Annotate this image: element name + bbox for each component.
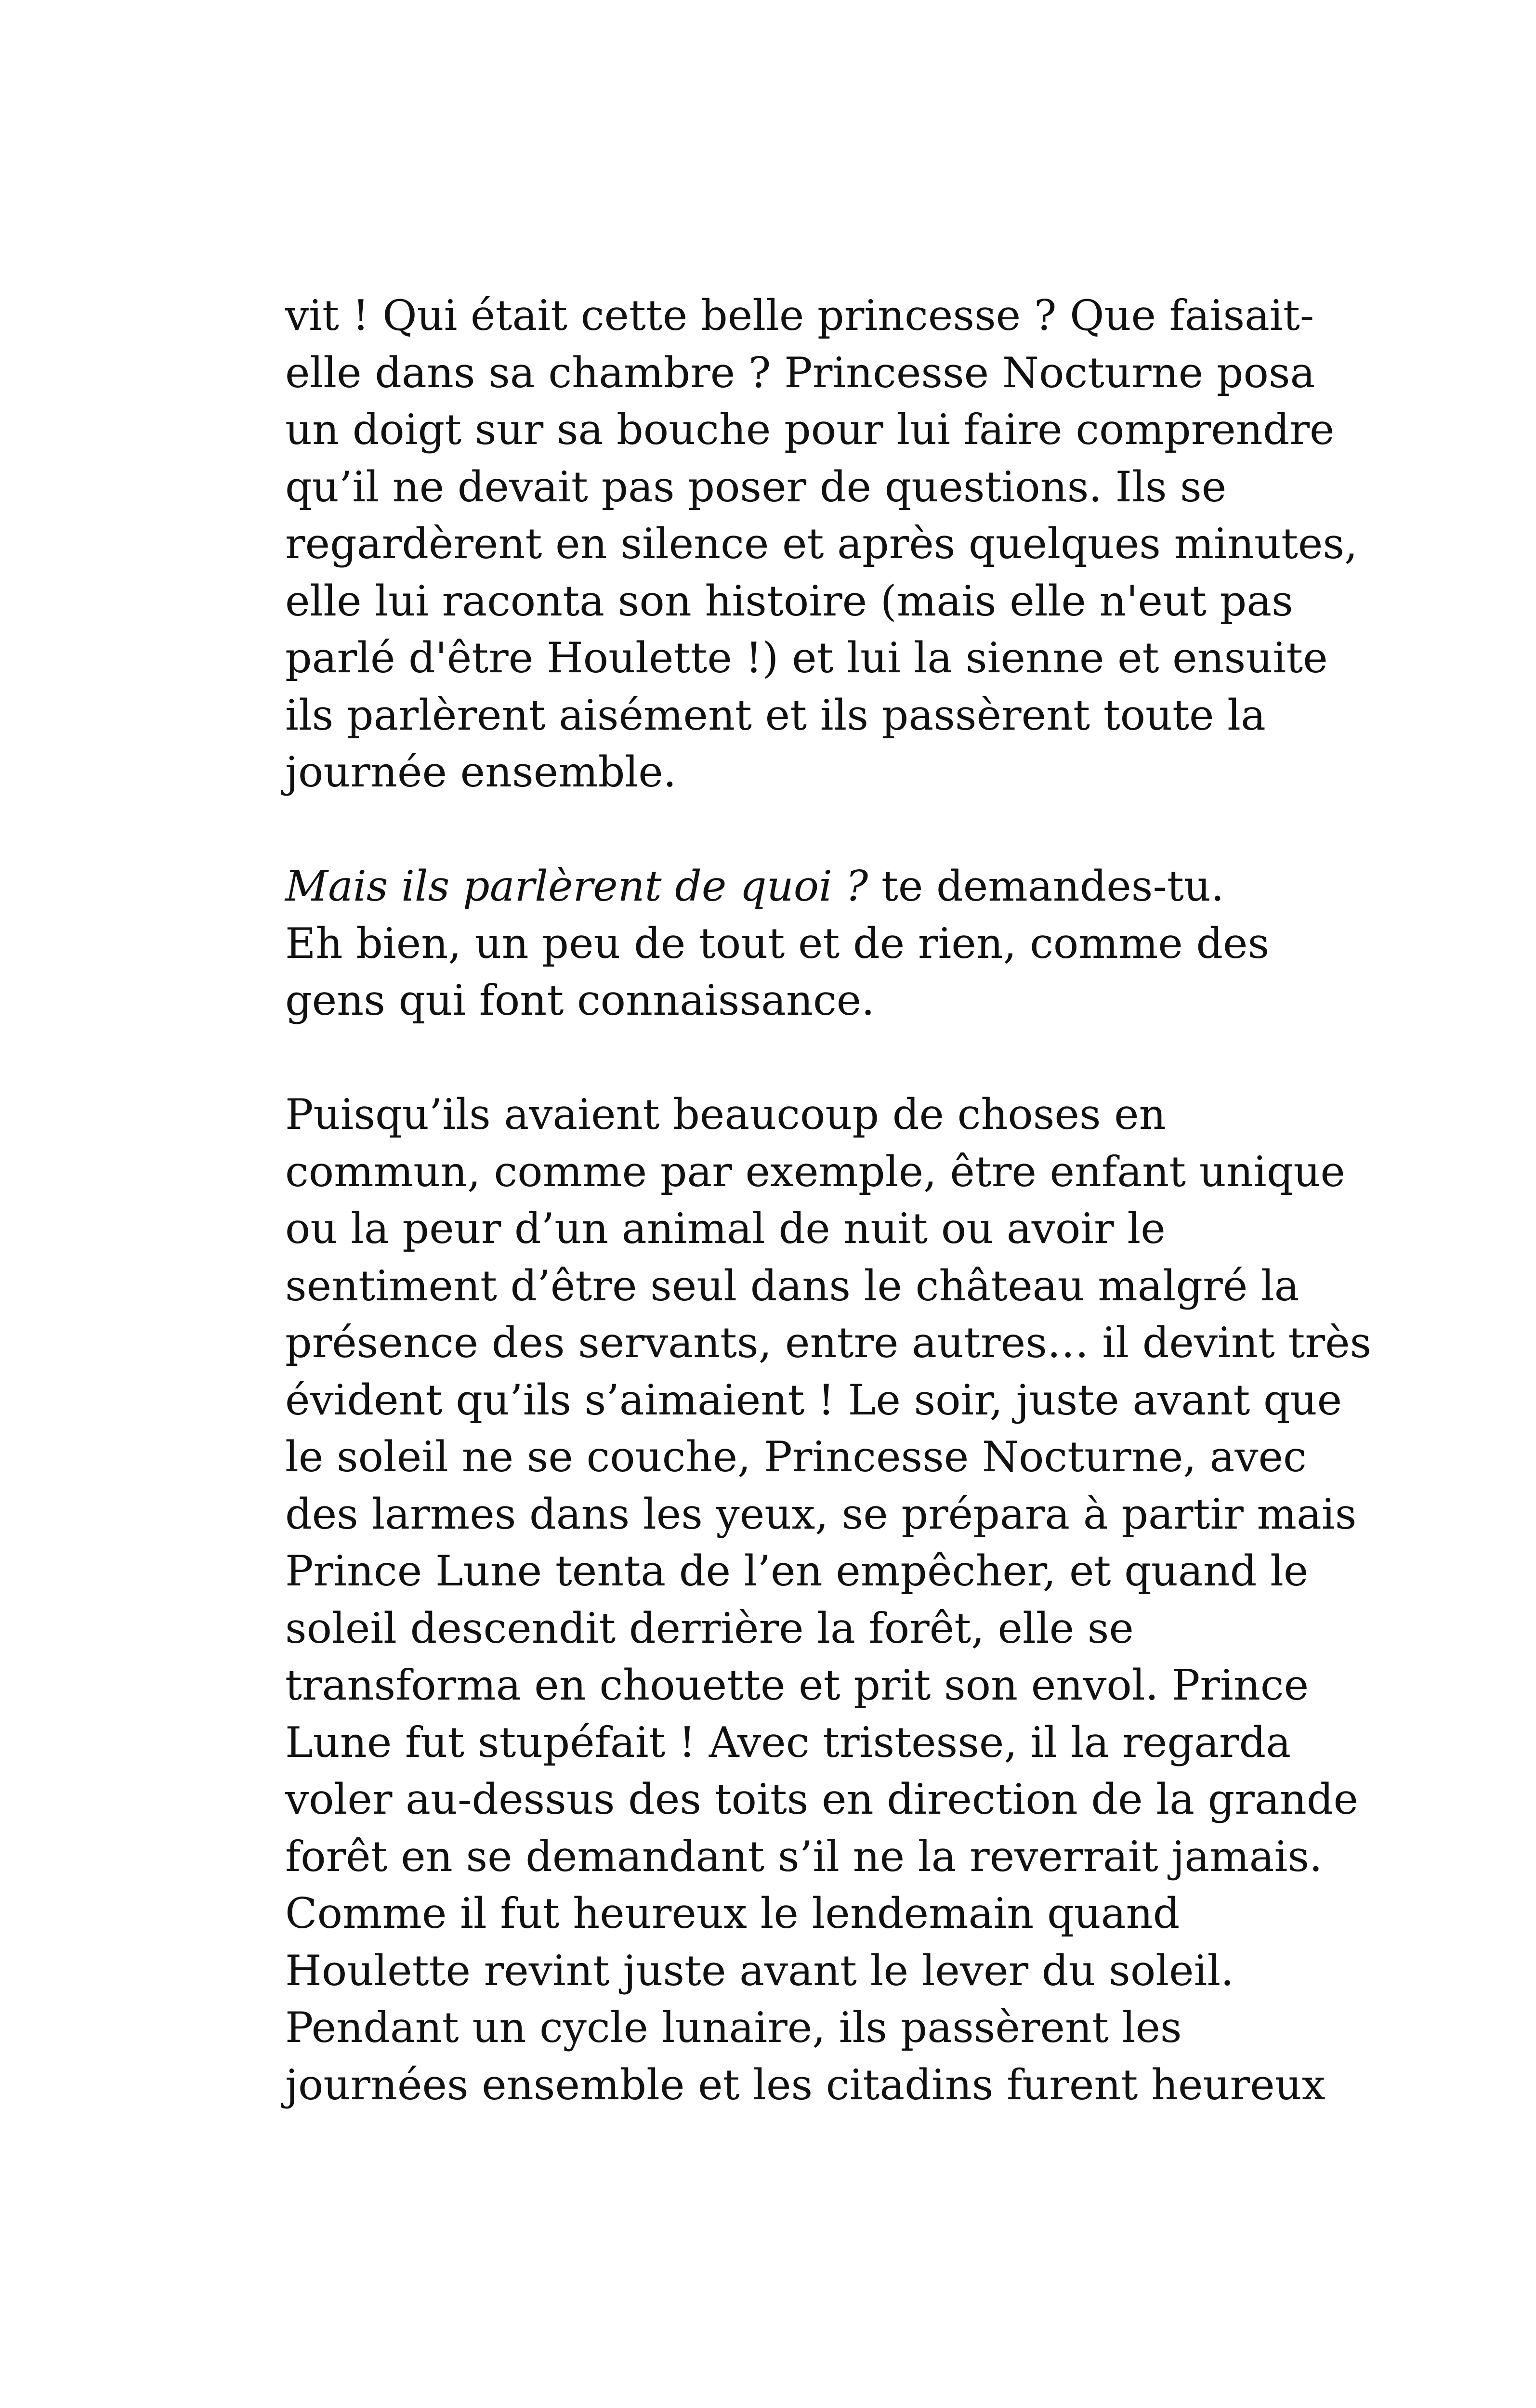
paragraph-1 [285,287,1374,801]
text-line: vit ! Qui était cette belle princesse ? Que faisait- [285,291,1314,340]
paragraph-2 [285,858,1374,1029]
text-line: elle dans sa chambre ? Princesse Nocturne posa [285,348,1315,397]
text-line: qu’il ne devait pas poser de questions. Ils se [285,462,1227,511]
text-line: transforma en chouette et prit son envol. Prince [285,1661,1309,1710]
text-line: des larmes dans les yeux, se prépara à partir mais [285,1489,1357,1539]
paragraph-spacer [285,801,1374,858]
text-line: Houlette revint juste avant le lever du soleil. [285,1946,1234,1995]
text-line: regardèrent en silence et après quelques minutes, [285,519,1358,568]
text-line: évident qu’ils s’aimaient ! Le soir, juste avant que [285,1375,1342,1425]
text-line: Lune fut stupéfait ! Avec tristesse, il la regarda [285,1717,1291,1767]
text-line: ou la peur d’un animal de nuit ou avoir le [285,1204,1166,1253]
text-line: voler au-dessus des toits en direction de la grande [285,1775,1358,1824]
text-line: Comme il fut heureux le lendemain quand [285,1889,1180,1938]
text-line: gens qui font connaissance. [285,976,875,1025]
text-line: ils parlèrent aisément et ils passèrent toute la [285,690,1266,740]
italic-question: Mais ils parlèrent de quoi ? [285,862,868,911]
text-line: Prince Lune tenta de l’en empêcher, et quand le [285,1546,1309,1596]
paragraph-spacer [285,1029,1374,1086]
text-line: Puisqu’ils avaient beaucoup de choses en [285,1090,1166,1139]
text-line: journée ensemble. [285,747,677,797]
body-text [285,287,1374,2113]
question-suffix: te demandes-tu. [868,862,1224,911]
text-line: le soleil ne se couche, Princesse Nocturne, avec [285,1432,1307,1481]
text-line: commun, comme par exemple, être enfant unique [285,1147,1345,1196]
text-line: présence des servants, entre autres… il devint très [285,1318,1372,1367]
text-line: sentiment d’être seul dans le château malgré la [285,1261,1300,1310]
text-line: Eh bien, un peu de tout et de rien, comme des [285,918,1270,968]
text-line: Pendant un cycle lunaire, ils passèrent les [285,2003,1182,2052]
text-line: forêt en se demandant s’il ne la reverrait jamais. [285,1832,1323,1881]
text-line: parlé d'être Houlette !) et lui la sienne et ensuite [285,633,1328,682]
text-line: soleil descendit derrière la forêt, elle se [285,1603,1134,1653]
text-line: journées ensemble et les citadins furent heureux [285,2060,1326,2109]
text-line [285,858,1374,915]
text-line: un doigt sur sa bouche pour lui faire comprendre [285,405,1335,454]
paragraph-3 [285,1086,1374,2113]
text-line: elle lui raconta son histoire (mais elle n'eut pas [285,576,1293,626]
